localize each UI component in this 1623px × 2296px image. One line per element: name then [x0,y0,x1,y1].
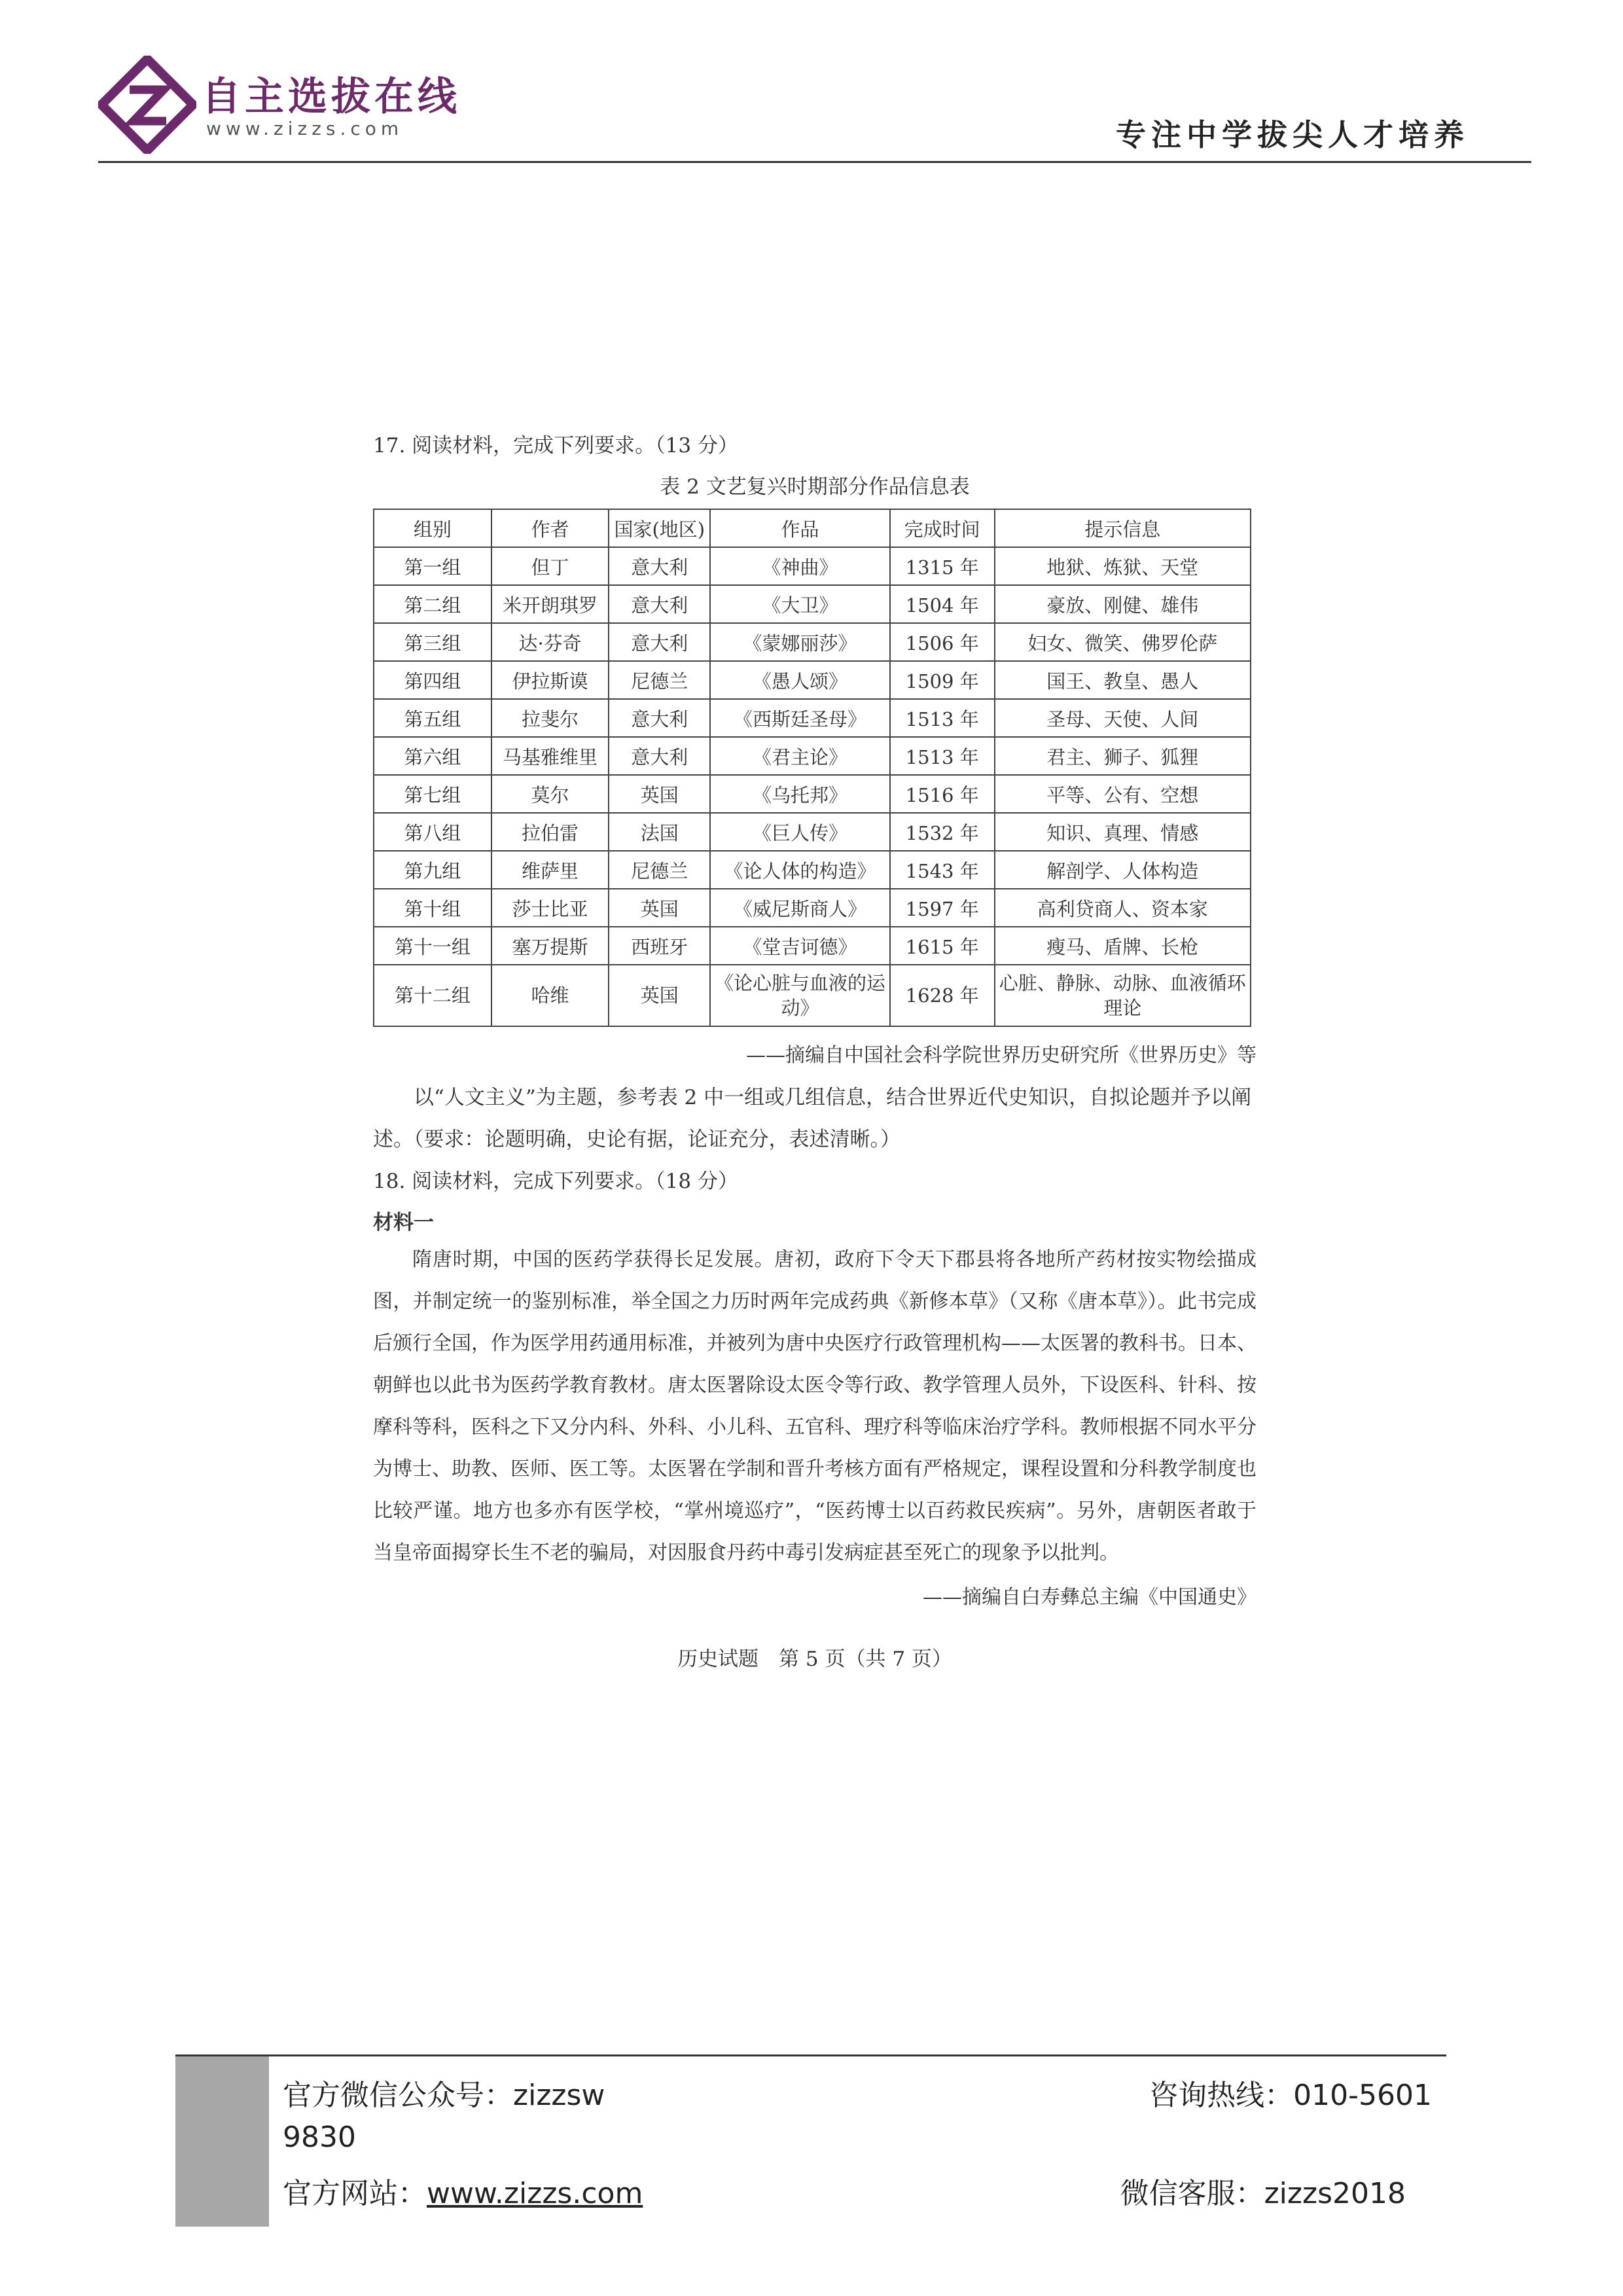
table-source: ——摘编自中国社会科学院世界历史研究所《世界历史》等 [746,1044,1257,1067]
table-cell: 《君主论》 [710,737,890,775]
brand-url: www.zizzs.com [206,118,404,139]
website-link[interactable]: www.zizzs.com [427,2177,643,2210]
table-cell: 《愚人颂》 [710,661,890,699]
table-cell: 西班牙 [609,927,710,965]
wechat-account-cont: 9830 [283,2121,356,2154]
table-cell: 《论人体的构造》 [710,851,890,889]
column-header: 作品 [710,509,890,547]
table-cell: 1513 年 [890,699,995,737]
table-cell: 《巨人传》 [710,813,890,851]
column-header: 组别 [374,509,491,547]
page-header [98,52,1531,164]
table-cell: 《威尼斯商人》 [710,889,890,927]
table-row [374,927,1251,965]
table-cell: 1509 年 [890,661,995,699]
table-cell: 拉斐尔 [491,699,609,737]
table-row [374,775,1251,813]
table-cell: 第一组 [374,547,491,585]
table-cell: 意大利 [609,623,710,661]
table-cell: 哈维 [491,965,609,1026]
table-cell: 莫尔 [491,775,609,813]
question-17-prompt: 以“人文主义”为主题，参考表 2 中一组或几组信息，结合世界近代史知识，自拟论题并予以阐述。（要求：论题明确，史论有据，论证充分，表述清晰。） [373,1086,1252,1151]
table-cell: 1615 年 [890,927,995,965]
table-row [374,813,1251,851]
table-row [374,585,1251,623]
header-slogan: 专注中学拔尖人才培养 [1116,117,1469,152]
table-header-row [374,509,1251,547]
table-cell: 1628 年 [890,965,995,1026]
table-cell: 第六组 [374,737,491,775]
table-cell: 1315 年 [890,547,995,585]
table-cell: 伊拉斯谟 [491,661,609,699]
table-cell: 《堂吉诃德》 [710,927,890,965]
table-cell: 尼德兰 [609,851,710,889]
table-cell: 意大利 [609,699,710,737]
table-cell: 1532 年 [890,813,995,851]
table-cell: 第五组 [374,699,491,737]
table-row [374,965,1251,1026]
table-cell: 第七组 [374,775,491,813]
hotline: 咨询热线：010-5601 [1149,2079,1432,2112]
table-cell: 第十组 [374,889,491,927]
table-cell: 英国 [609,889,710,927]
table-row [374,661,1251,699]
wechat-account: 官方微信公众号：zizzsw [283,2079,605,2112]
table-cell: 《神曲》 [710,547,890,585]
official-website [283,2170,643,2212]
question-17-title: 17. 阅读材料，完成下列要求。（13 分） [373,434,738,457]
table-cell: 第九组 [374,851,491,889]
column-header: 作者 [491,509,609,547]
table-cell: 豪放、刚健、雄伟 [995,585,1251,623]
table-cell: 第二组 [374,585,491,623]
table-row [374,851,1251,889]
table-cell: 《论心脏与血液的运动》 [710,965,890,1026]
table-cell: 塞万提斯 [491,927,609,965]
table-cell: 第三组 [374,623,491,661]
table-cell: 平等、公有、空想 [995,775,1251,813]
table-cell: 国王、教皇、愚人 [995,661,1251,699]
table-cell: 法国 [609,813,710,851]
table-cell: 瘦马、盾牌、长枪 [995,927,1251,965]
table-cell: 1543 年 [890,851,995,889]
table-cell: 意大利 [609,737,710,775]
table-cell: 解剖学、人体构造 [995,851,1251,889]
table-cell: 意大利 [609,585,710,623]
table-cell: 妇女、微笑、佛罗伦萨 [995,623,1251,661]
table-cell: 1506 年 [890,623,995,661]
footer-divider [175,2054,1446,2056]
column-header: 提示信息 [995,509,1251,547]
material-1-source: ——摘编自白寿彝总主编《中国通史》 [923,1586,1257,1609]
table-cell: 第十二组 [374,965,491,1026]
table-cell: 意大利 [609,547,710,585]
table-cell: 圣母、天使、人间 [995,699,1251,737]
table-cell: 《蒙娜丽莎》 [710,623,890,661]
website-label: 官方网站： [283,2177,427,2210]
wechat-service: 微信客服：zizzs2018 [1120,2177,1406,2210]
brand-name: 自主选拔在线 [202,74,461,120]
table-cell: 拉伯雷 [491,813,609,851]
table-cell: 米开朗琪罗 [491,585,609,623]
table-cell: 心脏、静脉、动脉、血液循环理论 [995,965,1251,1026]
table-cell: 莎士比亚 [491,889,609,927]
works-info-table [373,509,1251,1027]
page-number: 历史试题 第 5 页（共 7 页） [677,1647,952,1671]
table-cell: 第十一组 [374,927,491,965]
table-cell: 英国 [609,775,710,813]
zizzs-logo-icon [98,56,196,154]
header-divider [98,161,1531,163]
table-cell: 高利贷商人、资本家 [995,889,1251,927]
table-cell: 《西斯廷圣母》 [710,699,890,737]
table-cell: 1597 年 [890,889,995,927]
table-cell: 达·芬奇 [491,623,609,661]
table-cell: 第四组 [374,661,491,699]
table-cell: 尼德兰 [609,661,710,699]
material-1-label: 材料一 [373,1211,434,1234]
exam-content [373,429,1257,1692]
table-row [374,547,1251,585]
question-18-title: 18. 阅读材料，完成下列要求。（18 分） [373,1170,738,1193]
table-cell: 地狱、炼狱、天堂 [995,547,1251,585]
table-cell: 《乌托邦》 [710,775,890,813]
material-1-text: 隋唐时期，中国的医药学获得长足发展。唐初，政府下令天下郡县将各地所产药材按实物绘描成图，并制定统一的鉴别标准，举全国之力历时两年完成药典《新修本草》（又称《唐本草》）。此书完成后颁行全国，作为医学用药通用标准，并被列为唐中央医疗行政管理机构——太医署的教科书。日本、朝鲜也以此书为医药学教育教材。唐太医署除设太医令等行政、教学管理人员外，下设医科、针科、按摩科等科，医科之下又分内科、外科、小儿科、五官科、理疗科等临床治疗学科。教师根据不同水平分为博士、助教、医师、医工等。太医署在学制和晋升考核方面有严格规定，课程设置和分科教学制度也比较严谨。地方也多亦有医学校，“掌州境巡疗”，“医药博士以百药救民疾病”。另外，唐朝医者敢于当皇帝面揭穿长生不老的骗局，对因服食丹药中毒引发病症甚至死亡的现象予以批判。 [373,1248,1257,1564]
table-cell: 君主、狮子、狐狸 [995,737,1251,775]
table-row [374,623,1251,661]
table-row [374,737,1251,775]
table-cell: 但丁 [491,547,609,585]
table-cell: 1513 年 [890,737,995,775]
footer-accent-bar [175,2056,269,2227]
table-cell: 1516 年 [890,775,995,813]
table-cell: 1504 年 [890,585,995,623]
column-header: 国家(地区) [609,509,710,547]
table-caption: 表 2 文艺复兴时期部分作品信息表 [660,475,970,499]
table-cell: 《大卫》 [710,585,890,623]
table-cell: 马基雅维里 [491,737,609,775]
table-cell: 维萨里 [491,851,609,889]
column-header: 完成时间 [890,509,995,547]
table-cell: 知识、真理、情感 [995,813,1251,851]
table-cell: 英国 [609,965,710,1026]
table-row [374,699,1251,737]
table-cell: 第八组 [374,813,491,851]
table-row [374,889,1251,927]
